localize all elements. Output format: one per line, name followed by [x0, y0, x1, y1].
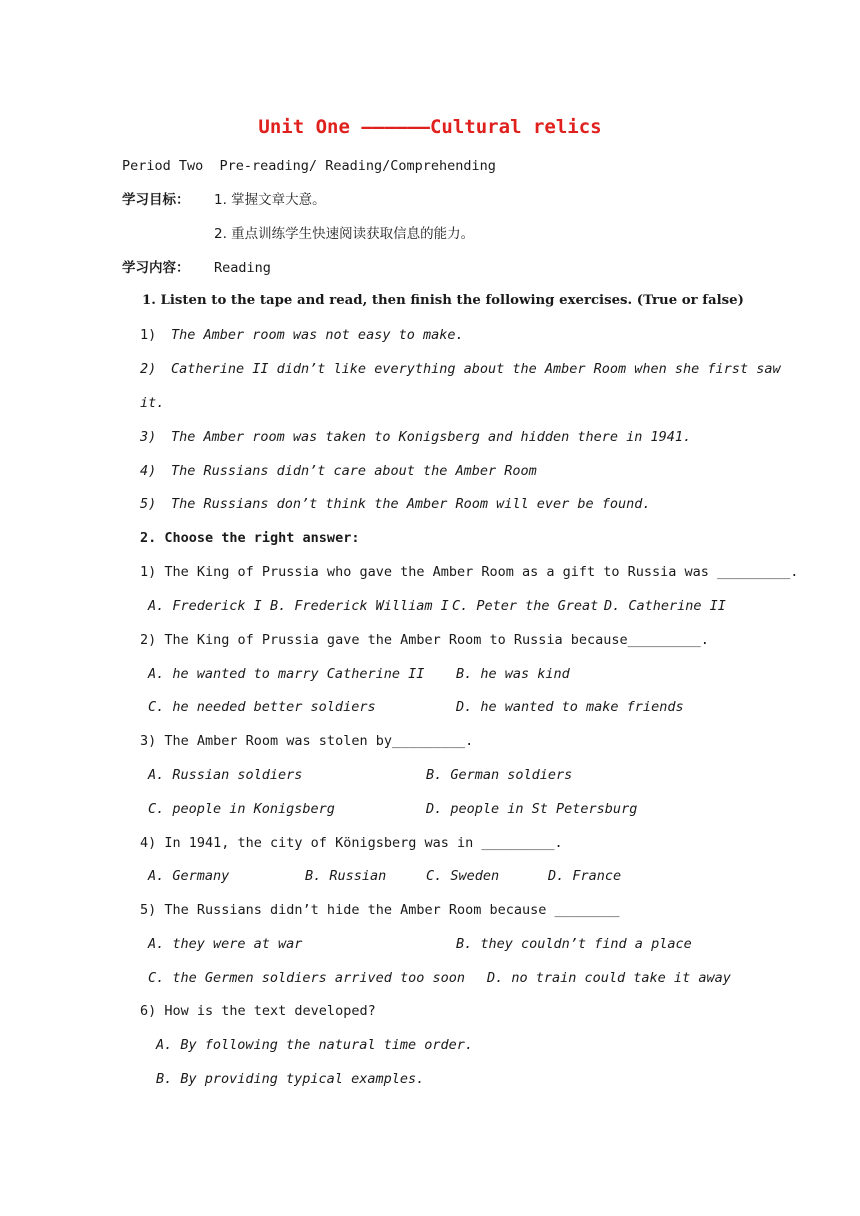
q4-option-b: B. Russian	[305, 868, 387, 884]
question-6: 6) How is the text developed?	[140, 1003, 376, 1019]
objective-item-2: 2. 重点训练学生快速阅读获取信息的能力。	[214, 226, 475, 242]
question-4: 4) In 1941, the city of Königsberg was in _________.	[140, 835, 563, 851]
q1-option-b: B. Frederick William I	[270, 598, 449, 614]
tf-item-2-cont: it.	[140, 395, 165, 411]
tf-item-4-num: 4)	[140, 463, 157, 479]
tf-item-5-text: The Russians don’t think the Amber Room will ever be found.	[171, 496, 651, 512]
objectives-label: 学习目标：	[122, 192, 190, 208]
q3-option-c: C. people in Konigsberg	[148, 801, 335, 817]
q2-option-c: C. he needed better soldiers	[148, 699, 376, 715]
page-title: Unit One ——————Cultural relics	[258, 116, 602, 138]
q5-option-d: D. no train could take it away	[487, 970, 731, 986]
tf-item-1-num: 1)	[140, 327, 157, 343]
question-5: 5) The Russians didn’t hide the Amber Room because ________	[140, 902, 620, 918]
content-value: Reading	[214, 260, 271, 276]
tf-item-3-num: 3)	[140, 429, 157, 445]
q2-option-a: A. he wanted to marry Catherine II	[148, 666, 425, 682]
q5-option-b: B. they couldn’t find a place	[456, 936, 692, 952]
content-label: 学习内容：	[122, 260, 190, 276]
tf-item-5-num: 5)	[140, 496, 157, 512]
tf-item-2-text: Catherine II didn’t like everything about the Amber Room when she first saw	[171, 361, 781, 377]
q3-option-b: B. German soldiers	[426, 767, 573, 783]
tf-item-2-num: 2)	[140, 361, 157, 377]
tf-item-1-text: The Amber room was not easy to make.	[171, 327, 464, 343]
section2-heading: 2. Choose the right answer:	[140, 530, 360, 546]
q4-option-a: A. Germany	[148, 868, 230, 884]
q6-option-b: B. By providing typical examples.	[156, 1071, 425, 1087]
tf-item-3-text: The Amber room was taken to Konigsberg and hidden there in 1941.	[171, 429, 692, 445]
q2-option-d: D. he wanted to make friends	[456, 699, 684, 715]
q5-option-c: C. the Germen soldiers arrived too soon	[148, 970, 465, 986]
q5-option-a: A. they were at war	[148, 936, 303, 952]
q3-option-d: D. people in St Petersburg	[426, 801, 638, 817]
q6-option-a: A. By following the natural time order.	[156, 1037, 473, 1053]
q1-option-c: C. Peter the Great	[452, 598, 599, 614]
question-3: 3) The Amber Room was stolen by_________.	[140, 733, 474, 749]
period-line: Period Two Pre-reading/ Reading/Comprehending	[122, 158, 496, 174]
section1-heading: 1. Listen to the tape and read, then finish the following exercises. (True or false)	[142, 293, 744, 308]
tf-item-4-text: The Russians didn’t care about the Amber Room	[171, 463, 537, 479]
question-1: 1) The King of Prussia who gave the Amber Room as a gift to Russia was _________.	[140, 564, 799, 580]
q3-option-a: A. Russian soldiers	[148, 767, 303, 783]
question-2: 2) The King of Prussia gave the Amber Room to Russia because_________.	[140, 632, 709, 648]
q4-option-d: D. France	[548, 868, 622, 884]
q2-option-b: B. he was kind	[456, 666, 570, 682]
q1-option-d: D. Catherine II	[604, 598, 726, 614]
q4-option-c: C. Sweden	[426, 868, 500, 884]
objective-item-1: 1. 掌握文章大意。	[214, 192, 326, 208]
q1-option-a: A. Frederick I	[148, 598, 262, 614]
